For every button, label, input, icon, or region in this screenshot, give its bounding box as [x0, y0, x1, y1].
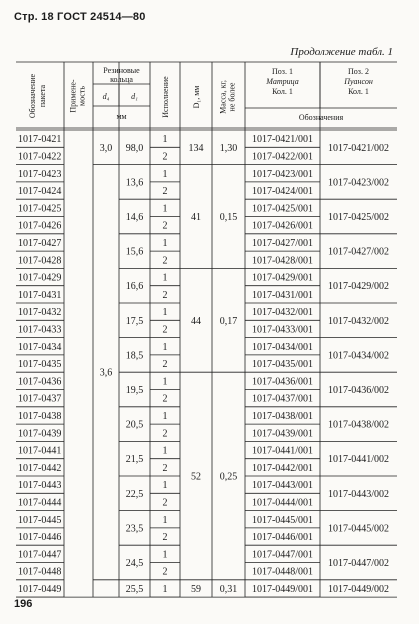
mass-value: 0,31: [219, 583, 238, 595]
D1-value: 59: [191, 583, 201, 595]
continuation-caption: Продолжение табл. 1: [290, 46, 393, 58]
matrix-code: 1017-0443/001: [251, 480, 314, 492]
execution-value: 1: [162, 514, 168, 526]
package-code: 1017-0431: [18, 289, 62, 301]
head-mm: мм: [116, 112, 127, 121]
punch-value: 1017-0443/002: [327, 488, 390, 500]
punch-value: 1017-0425/002: [327, 212, 390, 223]
matrix-code: 1017-0447/001: [251, 549, 314, 561]
package-code: 1017-0436: [18, 376, 62, 388]
page-number: 196: [14, 598, 33, 610]
execution-value: 2: [162, 428, 168, 440]
package-code: 1017-0435: [18, 359, 62, 371]
head-applicability: Примене-: [68, 79, 78, 113]
execution-value: 2: [162, 220, 168, 232]
head-mass: Масса, кг,: [218, 80, 228, 114]
package-code: 1017-0447: [18, 549, 62, 561]
matrix-code: 1017-0436/001: [251, 376, 314, 388]
matrix-code: 1017-0433/001: [251, 324, 314, 336]
mass-value: 0,15: [219, 212, 238, 223]
head-applicability-2: мость: [77, 86, 87, 106]
execution-value: 2: [162, 393, 168, 405]
punch-value: 1017-0434/002: [327, 350, 390, 362]
execution-value: 1: [162, 168, 168, 180]
matrix-code: 1017-0422/001: [251, 151, 314, 163]
matrix-code: 1017-0445/001: [251, 514, 314, 526]
package-code: 1017-0441: [18, 445, 62, 457]
execution-value: 1: [162, 203, 168, 215]
execution-value: 2: [162, 462, 168, 474]
matrix-code: 1017-0431/001: [251, 289, 314, 301]
package-code: 1017-0428: [18, 255, 62, 267]
matrix-code: 1017-0444/001: [251, 497, 314, 509]
head-designations: Обозначения: [298, 113, 344, 122]
package-code: 1017-0434: [18, 341, 62, 353]
package-code: 1017-0432: [18, 307, 62, 319]
d1-value: 19,5: [125, 385, 144, 396]
d1-value: 98,0: [125, 142, 144, 154]
head-pos2-0: Поз. 2: [348, 67, 369, 76]
matrix-code: 1017-0428/001: [251, 255, 314, 267]
d1-value: 23,5: [125, 523, 144, 535]
execution-value: 1: [162, 272, 168, 284]
d4-value: 3,0: [99, 142, 113, 154]
package-code: 1017-0438: [18, 410, 62, 422]
execution-value: 1: [162, 376, 168, 388]
matrix-code: 1017-0427/001: [251, 237, 314, 249]
head-mass-2: не более: [227, 82, 237, 112]
package-code: 1017-0442: [18, 462, 62, 474]
package-code: 1017-0426: [18, 220, 62, 232]
head-designation: Обозначение: [28, 73, 37, 119]
head-rings: Резиновые: [103, 66, 140, 75]
package-code: 1017-0446: [18, 532, 62, 544]
head-execution: Исполнение: [161, 76, 170, 118]
d1-value: 17,5: [125, 315, 144, 327]
package-code: 1017-0448: [18, 566, 62, 578]
matrix-code: 1017-0423/001: [251, 168, 314, 180]
execution-value: 1: [162, 410, 168, 422]
d1-value: 14,6: [125, 212, 144, 223]
package-code: 1017-0422: [18, 151, 62, 163]
execution-value: 1: [162, 549, 168, 561]
head-d4: d₄: [102, 92, 110, 101]
matrix-code: 1017-0421/001: [251, 134, 314, 146]
matrix-code: 1017-0439/001: [251, 428, 314, 440]
matrix-code: 1017-0448/001: [251, 566, 314, 578]
package-code: 1017-0439: [18, 428, 62, 440]
execution-value: 1: [162, 134, 168, 146]
execution-value: 2: [162, 359, 168, 371]
matrix-code: 1017-0434/001: [251, 341, 314, 353]
mass-value: 1,30: [219, 142, 238, 154]
head-pos1-1: Матрица: [266, 77, 299, 86]
execution-value: 1: [162, 307, 168, 319]
matrix-code: 1017-0438/001: [251, 410, 314, 422]
head-rings-2: кольца: [110, 75, 133, 84]
execution-value: 2: [162, 566, 168, 578]
D1-value: 44: [191, 315, 201, 327]
punch-value: 1017-0445/002: [327, 523, 390, 535]
package-code: 1017-0449: [18, 583, 62, 595]
execution-value: 2: [162, 186, 168, 198]
mass-value: 0,17: [219, 315, 238, 327]
head-d1: d₁: [131, 92, 138, 101]
d1-value: 25,5: [125, 583, 144, 595]
package-code: 1017-0424: [18, 186, 62, 198]
head-pos2-2: Кол. 1: [348, 87, 369, 96]
package-code: 1017-0425: [18, 203, 62, 215]
matrix-code: 1017-0429/001: [251, 272, 314, 284]
package-code: 1017-0445: [18, 514, 62, 526]
punch-value: 1017-0423/002: [327, 177, 390, 189]
matrix-code: 1017-0449/001: [251, 583, 314, 595]
head-D1: D₁, мм: [192, 85, 201, 109]
D1-value: 41: [191, 212, 201, 223]
d1-value: 15,6: [125, 246, 144, 258]
d1-value: 18,5: [125, 350, 144, 362]
execution-value: 1: [162, 341, 168, 353]
head-pos2-1: Пуансон: [344, 77, 373, 86]
execution-value: 2: [162, 532, 168, 544]
punch-value: 1017-0449/002: [327, 583, 390, 595]
punch-value: 1017-0429/002: [327, 281, 390, 293]
package-code: 1017-0421: [18, 134, 62, 146]
head-pos1-2: Кол. 1: [272, 87, 293, 96]
page-header: Стр. 18 ГОСТ 24514—80: [14, 11, 146, 23]
execution-value: 2: [162, 289, 168, 301]
punch-value: 1017-0432/002: [327, 315, 390, 327]
package-code: 1017-0443: [18, 480, 62, 492]
D1-value: 52: [191, 471, 201, 483]
matrix-code: 1017-0425/001: [251, 203, 314, 215]
matrix-code: 1017-0435/001: [251, 359, 314, 371]
d1-value: 21,5: [125, 454, 144, 466]
punch-value: 1017-0441/002: [327, 454, 390, 466]
execution-value: 2: [162, 497, 168, 509]
execution-value: 2: [162, 151, 168, 163]
matrix-code: 1017-0446/001: [251, 532, 314, 544]
package-code: 1017-0423: [18, 168, 62, 180]
punch-value: 1017-0438/002: [327, 419, 390, 431]
d1-value: 24,5: [125, 558, 144, 569]
punch-value: 1017-0427/002: [327, 246, 390, 258]
package-code: 1017-0429: [18, 272, 62, 284]
d4-value: 3,6: [99, 367, 113, 379]
execution-value: 2: [162, 255, 168, 267]
matrix-code: 1017-0424/001: [251, 186, 314, 198]
mass-value: 0,25: [219, 471, 238, 483]
package-code: 1017-0444: [18, 497, 62, 509]
d1-value: 22,5: [125, 488, 144, 500]
D1-value: 134: [188, 142, 204, 154]
punch-value: 1017-0447/002: [327, 558, 390, 569]
head-pos1-0: Поз. 1: [272, 67, 293, 76]
d1-value: 20,5: [125, 419, 144, 431]
matrix-code: 1017-0442/001: [251, 462, 314, 474]
execution-value: 1: [162, 445, 168, 457]
d1-value: 16,6: [125, 281, 144, 293]
package-code: 1017-0437: [18, 393, 62, 405]
matrix-code: 1017-0426/001: [251, 220, 314, 232]
punch-value: 1017-0436/002: [327, 385, 390, 396]
punch-value: 1017-0421/002: [327, 142, 390, 154]
execution-value: 1: [162, 480, 168, 492]
execution-value: 1: [162, 237, 168, 249]
matrix-code: 1017-0437/001: [251, 393, 314, 405]
d1-value: 13,6: [125, 177, 144, 189]
package-code: 1017-0427: [18, 237, 62, 249]
package-code: 1017-0433: [18, 324, 62, 336]
matrix-code: 1017-0432/001: [251, 307, 314, 319]
head-designation-2: пакета: [38, 84, 47, 108]
matrix-code: 1017-0441/001: [251, 445, 314, 457]
execution-value: 2: [162, 324, 168, 336]
execution-value: 1: [162, 583, 168, 595]
